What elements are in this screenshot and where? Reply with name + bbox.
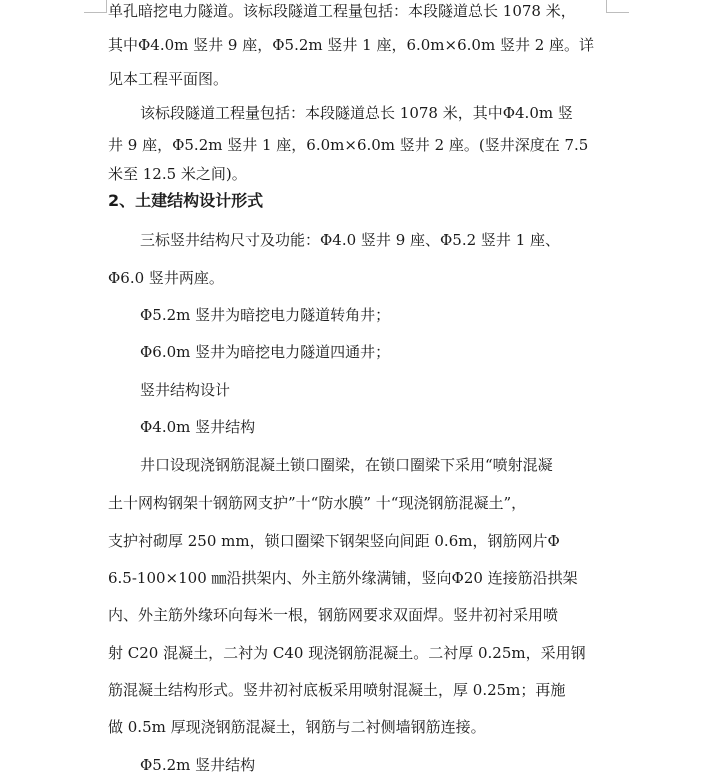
text-line: Φ5.2m 竖井为暗挖电力隧道转角井；: [140, 306, 391, 324]
text-line: 井 9 座，Φ5.2m 竖井 1 座，6.0m×6.0m 竖井 2 座。(竖井深度在 7.5: [108, 136, 589, 154]
text-line: 单孔暗挖电力隧道。该标段隧道工程量包括：本段隧道总长 1078 米，: [108, 2, 576, 20]
text-line: 其中Φ4.0m 竖井 9 座，Φ5.2m 竖井 1 座，6.0m×6.0m 竖井 2 座。详: [108, 36, 595, 54]
text-line: 内、外主筋外缘环向每米一根，钢筋网要求双面焊。竖井初衬采用喷: [108, 606, 559, 624]
text-line: 支护衬砌厚 250 mm，锁口圈梁下钢架竖向间距 0.6m，钢筋网片Φ: [108, 532, 560, 550]
text-line: 见本工程平面图。: [108, 70, 229, 88]
text-line: 做 0.5m 厚现浇钢筋混凝土，钢筋与二衬侧墙钢筋连接。: [108, 718, 486, 736]
text-line: 该标段隧道工程量包括：本段隧道总长 1078 米，其中Φ4.0m 竖: [140, 104, 573, 122]
text-line: Φ6.0m 竖井为暗挖电力隧道四通井；: [140, 343, 391, 361]
text-line: 6.5-100×100 ㎜沿拱架内、外主筋外缘满铺，竖向Φ20 连接筋沿拱架: [108, 569, 578, 587]
text-line: Φ5.2m 竖井结构: [140, 756, 256, 774]
text-line: 射 C20 混凝土，二衬为 C40 现浇钢筋混凝土。二衬厚 0.25m，采用钢: [108, 644, 586, 662]
text-line: 井口设现浇钢筋混凝土锁口圈梁，在锁口圈梁下采用“喷射混凝: [140, 456, 553, 474]
section-heading: 2、土建结构设计形式: [108, 191, 264, 210]
text-line: 三标竖井结构尺寸及功能：Φ4.0 竖井 9 座、Φ5.2 竖井 1 座、: [140, 231, 561, 249]
text-line: Φ4.0m 竖井结构: [140, 418, 256, 436]
text-line: 米至 12.5 米之间)。: [108, 165, 247, 183]
text-line: 竖井结构设计: [140, 381, 231, 399]
margin-corner-mark-left: [84, 0, 107, 13]
text-line: 筋混凝土结构形式。竖井初衬底板采用喷射混凝土，厚 0.25m；再施: [108, 681, 566, 699]
text-line: Φ6.0 竖井两座。: [108, 269, 224, 287]
margin-corner-mark-right: [606, 0, 629, 13]
text-line: 土十网构钢架十钢筋网支护”十“防水膜” 十“现浇钢筋混凝土”，: [108, 494, 527, 512]
